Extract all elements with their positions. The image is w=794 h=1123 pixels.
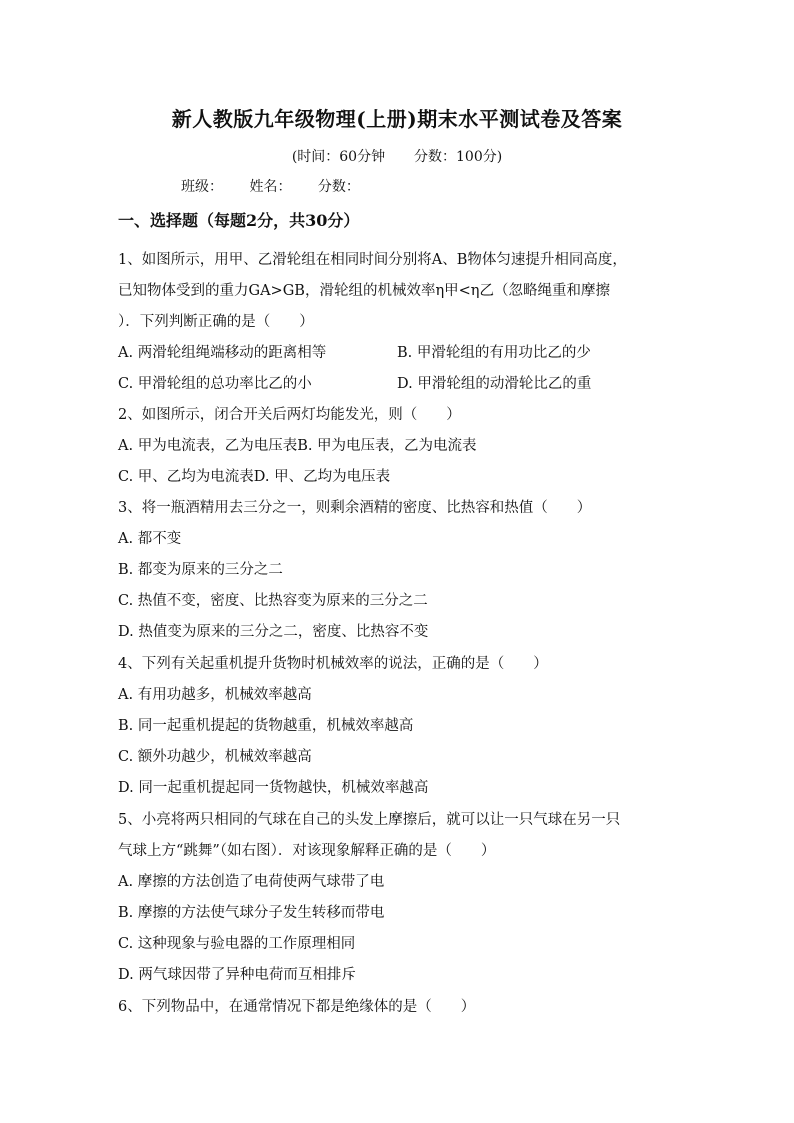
class-label: 班级： xyxy=(181,179,223,195)
q4-stem: 4、下列有关起重机提升货物时机械效率的说法，正确的是（ ） xyxy=(118,656,548,672)
page-title: 新人教版九年级物理(上册)期末水平测试卷及答案 xyxy=(171,107,623,131)
q3-option-a: A. 都不变 xyxy=(118,531,182,547)
q6-stem: 6、下列物品中，在通常情况下都是绝缘体的是（ ） xyxy=(118,999,476,1015)
exam-time: (时间：60分钟 xyxy=(291,149,386,165)
q4-option-a: A. 有用功越多，机械效率越高 xyxy=(118,687,312,703)
q5-option-a: A. 摩擦的方法创造了电荷使两气球带了电 xyxy=(118,874,385,890)
q5-option-b: B. 摩擦的方法使气球分子发生转移而带电 xyxy=(118,905,385,921)
q3-option-b: B. 都变为原来的三分之二 xyxy=(118,562,283,578)
name-label: 姓名： xyxy=(249,179,292,195)
q1-stem-line-2: 已知物体受到的重力GA>GB，滑轮组的机械效率η甲<η乙（忽略绳重和摩擦 xyxy=(118,283,610,299)
q5-option-d: D. 两气球因带了异种电荷而互相排斥 xyxy=(118,967,356,983)
q1-stem-line-1: 1、如图所示，用甲、乙滑轮组在相同时间分别将A、B物体匀速提升相同高度， xyxy=(118,252,627,268)
q1-option-c: C. 甲滑轮组的总功率比乙的小 xyxy=(118,376,312,392)
q1-stem-line-3: ）．下列判断正确的是（ ） xyxy=(118,314,314,330)
q1-option-a: A. 两滑轮组绳端移动的距离相等 xyxy=(118,345,327,361)
q2-options-ab: A. 甲为电流表，乙为电压表B. 甲为电压表，乙为电流表 xyxy=(118,438,477,454)
q2-options-cd: C. 甲、乙均为电流表D. 甲、乙均为电压表 xyxy=(118,469,391,485)
q3-option-d: D. 热值变为原来的三分之二，密度、比热容不变 xyxy=(118,624,429,640)
q1-option-d: D. 甲滑轮组的动滑轮比乙的重 xyxy=(397,376,592,392)
q3-option-c: C. 热值不变，密度、比热容变为原来的三分之二 xyxy=(118,593,428,609)
q2-stem: 2、如图所示，闭合开关后两灯均能发光，则（ ） xyxy=(118,407,461,423)
q4-option-d: D. 同一起重机提起同一货物越快，机械效率越高 xyxy=(118,780,429,796)
exam-total-score: 分数：100分) xyxy=(414,149,503,165)
q5-option-c: C. 这种现象与验电器的工作原理相同 xyxy=(118,936,356,952)
q3-stem: 3、将一瓶酒精用去三分之一，则剩余酒精的密度、比热容和热值（ ） xyxy=(118,500,592,516)
q1-option-b: B. 甲滑轮组的有用功比乙的少 xyxy=(397,345,591,361)
q4-option-c: C. 额外功越少，机械效率越高 xyxy=(118,749,312,765)
score-label: 分数： xyxy=(317,179,360,195)
q5-stem-line-2: 气球上方“跳舞”（如右图）．对该现象解释正确的是（ ） xyxy=(118,843,496,859)
exam-subtitle xyxy=(0,146,794,166)
student-info-row xyxy=(181,176,382,196)
q5-stem-line-1: 5、小亮将两只相同的气球在自己的头发上摩擦后，就可以让一只气球在另一只 xyxy=(118,812,621,828)
q4-option-b: B. 同一起重机提起的货物越重，机械效率越高 xyxy=(118,718,414,734)
section-heading: 一、选择题（每题2分，共30分） xyxy=(118,211,360,230)
